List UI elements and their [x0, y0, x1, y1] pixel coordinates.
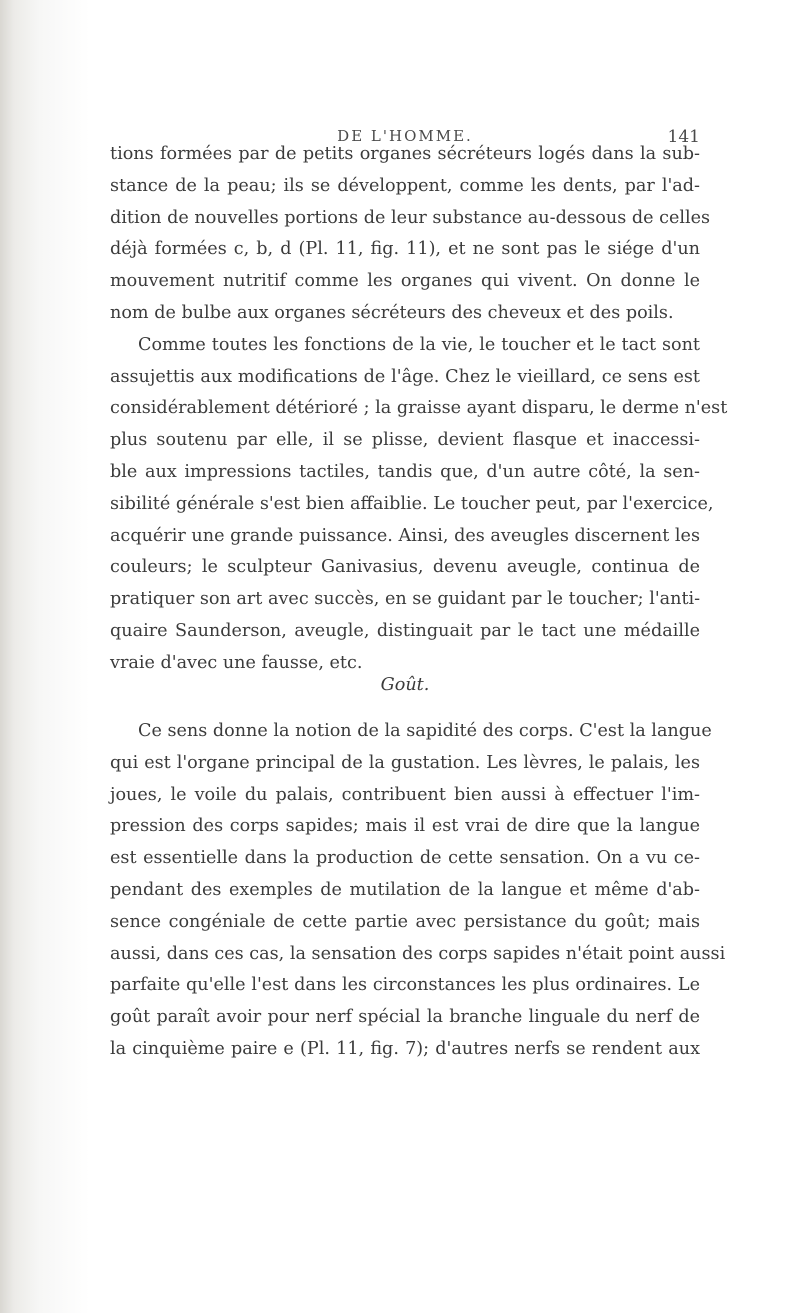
text-line: joues, le voile du palais, contribuent bien aussi à effectuer l'im-: [110, 784, 700, 805]
text-line: parfaite qu'elle l'est dans les circonstances les plus ordinaires. Le: [110, 975, 700, 996]
text-line: mouvement nutritif comme les organes qui vivent. On donne le: [110, 271, 700, 292]
text-line: la cinquième paire e (Pl. 11, fig. 7); d'autres nerfs se rendent aux: [110, 1038, 700, 1059]
text-line: sence congéniale de cette partie avec persistance du goût; mais: [110, 911, 700, 932]
text-line: ble aux impressions tactiles, tandis que, d'un autre côté, la sen-: [110, 461, 700, 482]
text-line: couleurs; le sculpteur Ganivasius, devenu aveugle, continua de: [110, 557, 700, 578]
text-line: assujettis aux modifications de l'âge. Chez le vieillard, ce sens est: [110, 366, 700, 387]
text-line: Ce sens donne la notion de la sapidité des corps. C'est la langue: [138, 721, 712, 741]
text-line: nom de bulbe aux organes sécréteurs des cheveux et des poils.: [110, 302, 674, 323]
running-title: DE L'HOMME.: [337, 127, 473, 145]
text-line: aussi, dans ces cas, la sensation des corps sapides n'était point aussi: [110, 943, 726, 964]
page-number: 141: [667, 127, 700, 147]
text-line: dition de nouvelles portions de leur substance au-dessous de celles: [110, 207, 711, 228]
text-line: stance de la peau; ils se développent, comme les dents, par l'ad-: [110, 175, 700, 196]
text-line: tions formées par de petits organes sécréteurs logés dans la sub-: [110, 144, 700, 164]
text-line: pression des corps sapides; mais il est vrai de dire que la langue: [110, 816, 700, 837]
text-line: plus soutenu par elle, il se plisse, devient flasque et inaccessi-: [110, 430, 700, 451]
text-line: goût paraît avoir pour nerf spécial la branche linguale du nerf de: [110, 1007, 700, 1028]
text-line: est essentielle dans la production de cette sensation. On a vu ce-: [110, 848, 700, 869]
text-line: pratiquer son art avec succès, en se guidant par le toucher; l'anti-: [110, 589, 701, 610]
text-line: vraie d'avec une fausse, etc.: [110, 652, 363, 673]
paragraph-block-taste: [110, 716, 726, 1066]
text-line: pendant des exemples de mutilation de la langue et même d'ab-: [110, 879, 700, 900]
text-line: sibilité générale s'est bien affaiblie. Le toucher peut, par l'exercice,: [110, 493, 714, 514]
text-line: quaire Saunderson, aveugle, distinguait par le tact une médaille: [110, 620, 700, 641]
text-line: considérablement détérioré ; la graisse ayant disparu, le derme n'est: [110, 398, 728, 419]
text-line: qui est l'organe principal de la gustation. Les lèvres, le palais, les: [110, 752, 700, 773]
section-heading-gout: Goût.: [380, 675, 430, 695]
paragraph-block-touch: [110, 139, 728, 680]
text-line: déjà formées c, b, d (Pl. 11, fig. 11), et ne sont pas le siége d'un: [110, 239, 700, 260]
text-line: Comme toutes les fonctions de la vie, le toucher et le tact sont: [138, 334, 700, 355]
text-line: acquérir une grande puissance. Ainsi, des aveugles discernent les: [110, 525, 700, 546]
